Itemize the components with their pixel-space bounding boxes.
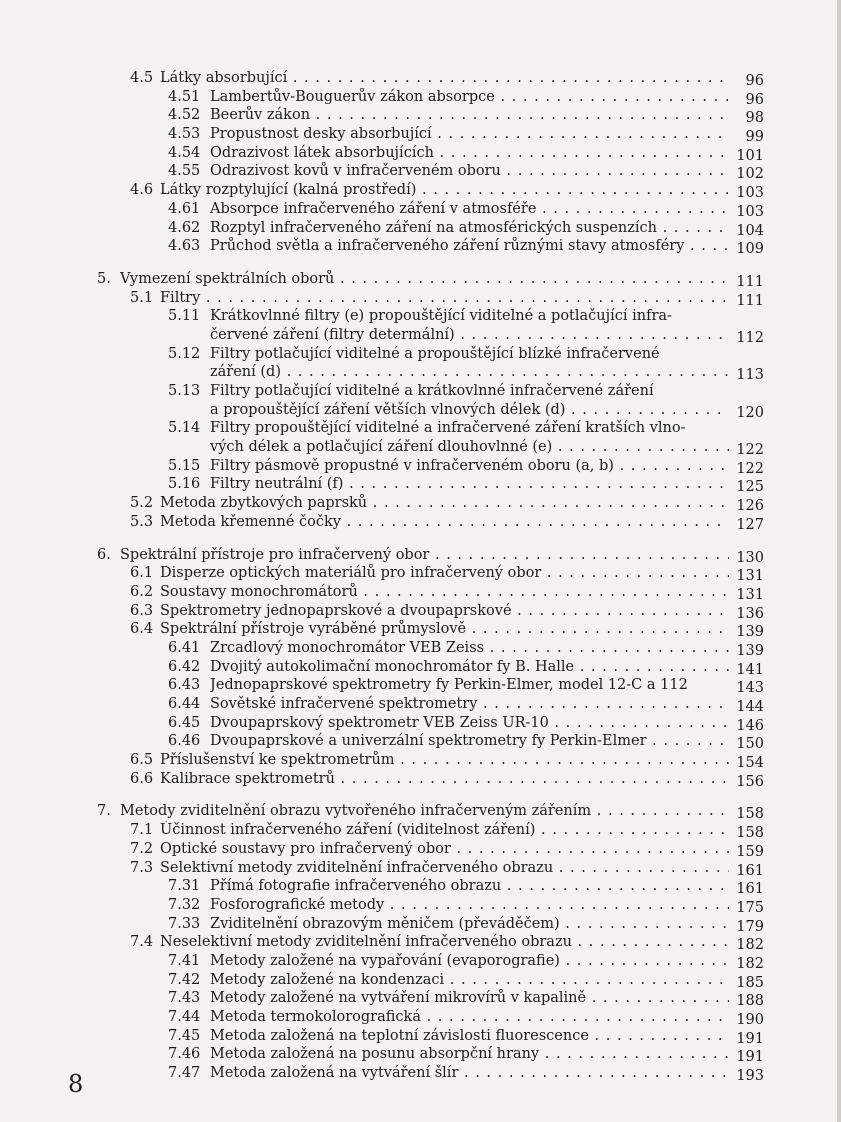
toc-entry-page: 175 — [736, 899, 764, 916]
toc-entry — [0, 840, 841, 859]
toc-entry-title: a propouštějící záření větších vlnových délek (d) . . . — [210, 401, 729, 420]
toc-entry-title: Metoda zbytkových paprsků . . . — [160, 494, 729, 513]
toc-entry-page: 182 — [736, 955, 764, 972]
toc-entry-number: 7.47 — [168, 1065, 201, 1082]
toc-entry-title: Selektivní metody zviditelnění infračerveného obrazu . . . — [160, 859, 729, 878]
toc-entry-number: 7.31 — [168, 878, 201, 895]
toc-entry-title: Průchod světla a infračerveného záření různými stavy atmosféry . . . — [210, 237, 729, 256]
toc-entry-page: 99 — [745, 129, 764, 146]
toc-entry-page: 188 — [736, 993, 764, 1010]
toc-entry-number: 4.6 — [130, 182, 154, 199]
toc-entry-number: 4.51 — [168, 88, 201, 105]
toc-entry-title: Dvoupaprskové a univerzální spektrometry fy Perkin-Elmer . . . — [210, 732, 729, 751]
toc-entry-title: červené záření (filtry determální) . . . — [210, 326, 729, 345]
toc-entry — [0, 933, 841, 952]
toc-entry — [0, 88, 841, 107]
toc-entry-page: 136 — [736, 605, 764, 622]
toc-entry-page: 158 — [736, 825, 764, 842]
page-number: 8 — [68, 1070, 84, 1098]
toc-entry-number: 4.62 — [168, 219, 201, 236]
toc-entry — [0, 1027, 841, 1046]
toc-entry-number: 5.2 — [130, 495, 154, 512]
toc-entry-number: 5.1 — [130, 289, 154, 306]
toc-entry-title: Filtry propouštějící viditelné a infračervené záření kratších vlno- — [210, 420, 686, 437]
toc-entry-title: Metoda založená na vytváření šlír . . . — [210, 1064, 729, 1083]
toc-entry-page: 191 — [736, 1049, 764, 1066]
toc-entry-title: záření (d) . . . — [210, 363, 729, 382]
toc-entry — [0, 821, 841, 840]
toc-entry — [0, 237, 841, 256]
page-edge-shadow — [837, 0, 841, 1122]
toc-entry-title: Zrcadlový monochromátor VEB Zeiss . . . — [210, 639, 729, 658]
toc-entry-page: 103 — [736, 203, 764, 220]
toc-entry-title: Sovětské infračervené spektrometry . . . — [210, 695, 729, 714]
toc-entry-number: 7. — [97, 803, 111, 820]
toc-entry-number: 6.46 — [168, 733, 201, 750]
toc-entry-page: 103 — [736, 185, 764, 202]
toc-entry — [0, 546, 841, 565]
toc-entry-page: 158 — [736, 806, 764, 823]
toc-entry-page: 150 — [736, 736, 764, 753]
toc-entry-number: 4.61 — [168, 200, 201, 217]
toc-entry-title: Filtry . . . — [160, 289, 729, 308]
toc-entry-number: 4.5 — [130, 70, 154, 86]
toc-entry-number: 6.2 — [130, 583, 154, 600]
toc-entry-page: 131 — [736, 568, 764, 585]
toc-entry-number: 7.32 — [168, 896, 201, 913]
toc-entry-page: 139 — [736, 624, 764, 641]
toc-entry-title: Metody založené na vytváření mikrovírů v kapalině . . . — [210, 989, 729, 1008]
toc-entry-page: 102 — [736, 166, 764, 183]
toc-entry-page: 130 — [736, 549, 764, 566]
toc-entry-title: Metoda křemenné čočky . . . — [160, 513, 729, 532]
toc-entry — [0, 289, 841, 308]
toc-entry-page: 109 — [736, 241, 764, 258]
toc-entry — [0, 714, 841, 733]
toc-entry-title: Filtry potlačující viditelné a propouštějící blízké infračervené — [210, 345, 660, 362]
toc-entry — [0, 181, 841, 200]
toc-entry — [0, 69, 841, 88]
toc-entry-number: 6.3 — [130, 602, 154, 619]
toc-entry-number: 5.3 — [130, 513, 154, 530]
toc-entry-page: 146 — [736, 717, 764, 734]
toc-entry — [0, 802, 841, 821]
toc-entry-number: 6.6 — [130, 770, 154, 787]
toc-entry — [0, 915, 841, 934]
toc-entry — [0, 1008, 841, 1027]
toc-entry — [0, 475, 841, 494]
toc-entry-number: 6.43 — [168, 677, 201, 694]
toc-entry-number: 5.16 — [168, 476, 201, 493]
toc-entry-title: Fosforografické metody . . . — [210, 896, 729, 915]
toc-entry — [0, 438, 841, 457]
toc-entry-title: Metoda založená na teplotní závislosti fluorescence . . . — [210, 1027, 729, 1046]
toc-entry-page: 161 — [736, 881, 764, 898]
toc-entry-title: Beerův zákon . . . — [210, 106, 729, 125]
toc-entry — [0, 307, 841, 326]
toc-entry — [0, 494, 841, 513]
toc-entry-title: Spektrální přístroje vyráběné průmyslově . . . — [160, 620, 729, 639]
toc-entry — [0, 770, 841, 789]
toc-entry-title: Krátkovlnné filtry (e) propouštějící viditelné a potlačující infra- — [210, 308, 672, 325]
toc-entry-number: 7.42 — [168, 971, 201, 988]
toc-entry-title: Látky absorbující . . . — [160, 69, 729, 88]
toc-entry-number: 5.11 — [168, 308, 201, 325]
toc-entry-title: Metody zviditelnění obrazu vytvořeného infračerveným zářením . . . — [120, 802, 729, 821]
toc-entry — [0, 1064, 841, 1083]
toc-entry-title: Spektrální přístroje pro infračervený obor . . . — [120, 546, 729, 565]
toc-entry-page: 191 — [736, 1030, 764, 1047]
toc-entry-title: Filtry potlačující viditelné a krátkovlnné infračervené záření — [210, 383, 654, 399]
toc-entry-number: 6.4 — [130, 621, 154, 638]
toc-entry — [0, 896, 841, 915]
toc-entry-number: 7.4 — [130, 934, 154, 951]
toc-entry-title: Vymezení spektrálních oborů . . . — [120, 270, 729, 289]
toc-entry — [0, 1045, 841, 1064]
toc-entry-title: Metody založené na vypařování (evaporografie) . . . — [210, 952, 729, 971]
toc-entry-title: Soustavy monochromátorů . . . — [160, 583, 729, 602]
toc-entry — [0, 106, 841, 125]
toc-entry-page: 141 — [736, 661, 764, 678]
toc-entry-title: Filtry pásmově propustné v infračerveném oboru (a, b) . . . — [210, 457, 729, 476]
toc-entry — [0, 200, 841, 219]
toc-entry-page: 154 — [736, 755, 764, 772]
toc-entry-page: 179 — [736, 918, 764, 935]
toc-entry-page: 127 — [736, 516, 764, 533]
toc-entry-title: Lambertův-Bouguerův zákon absorpce . . . — [210, 88, 729, 107]
toc-entry-number: 5.13 — [168, 383, 201, 399]
toc-entry-page: 111 — [736, 292, 764, 309]
toc-entry-title: Dvoupaprskový spektrometr VEB Zeiss UR-10 . . . — [210, 714, 729, 733]
toc-entry — [0, 382, 841, 401]
toc-entry-title: Zviditelnění obrazovým měničem (převáděčem) . . . — [210, 915, 729, 934]
toc-entry — [0, 419, 841, 438]
toc-entry-title: Propustnost desky absorbující . . . — [210, 125, 729, 144]
toc-entry — [0, 877, 841, 896]
toc-entry-title: Odrazivost látek absorbujících . . . — [210, 144, 729, 163]
toc-entry-page: 144 — [736, 699, 764, 715]
toc-entry — [0, 952, 841, 971]
toc-entry-page: 131 — [736, 586, 764, 603]
toc-entry — [0, 144, 841, 163]
toc-entry-number: 6. — [97, 546, 111, 563]
toc-entry-page: 96 — [745, 91, 764, 108]
toc-entry-page: 159 — [736, 843, 764, 860]
toc-entry-title: Rozptyl infračerveného záření na atmosférických suspenzích . . . — [210, 219, 729, 238]
toc-entry-number: 6.1 — [130, 565, 154, 582]
toc-entry-page: 98 — [745, 110, 764, 127]
toc-entry — [0, 751, 841, 770]
toc-entry — [0, 162, 841, 181]
toc-entry — [0, 639, 841, 658]
table-of-contents — [0, 69, 841, 1083]
toc-entry-number: 7.3 — [130, 859, 154, 876]
toc-entry-page: 156 — [736, 773, 764, 790]
toc-entry-title: Odrazivost kovů v infračerveném oboru . . . — [210, 162, 729, 181]
toc-entry-page: 96 — [745, 73, 764, 89]
toc-entry-number: 5. — [97, 270, 111, 287]
toc-entry — [0, 732, 841, 751]
toc-entry-number: 4.53 — [168, 126, 201, 143]
toc-entry-number: 7.43 — [168, 990, 201, 1007]
toc-entry — [0, 583, 841, 602]
toc-entry-title: Metoda založená na posunu absorpční hrany . . . — [210, 1045, 729, 1064]
toc-entry-page: 185 — [736, 974, 764, 991]
toc-entry-page: 122 — [736, 460, 764, 477]
toc-entry-number: 4.63 — [168, 238, 201, 255]
toc-entry-page: 143 — [736, 680, 764, 697]
toc-entry-page: 112 — [736, 329, 764, 346]
toc-entry — [0, 125, 841, 144]
toc-entry — [0, 695, 841, 714]
toc-entry-page: 113 — [736, 367, 764, 384]
toc-entry-number: 7.1 — [130, 822, 154, 839]
toc-entry — [0, 270, 841, 289]
toc-entry-title: vých délek a potlačující záření dlouhovlnné (e) . . . — [210, 438, 729, 457]
toc-entry — [0, 620, 841, 639]
toc-entry-title: Disperze optických materiálů pro infračervený obor . . . — [160, 564, 729, 583]
toc-entry — [0, 457, 841, 476]
toc-entry-number: 4.54 — [168, 144, 201, 161]
toc-entry-number: 7.44 — [168, 1009, 201, 1025]
toc-entry-number: 7.41 — [168, 952, 201, 969]
toc-entry-page: 126 — [736, 498, 764, 515]
toc-entry-title: Spektrometry jednopaprskové a dvoupaprskové . . . — [160, 602, 729, 621]
toc-entry-number: 7.46 — [168, 1046, 201, 1063]
toc-entry-number: 6.41 — [168, 639, 201, 656]
toc-entry — [0, 602, 841, 621]
toc-entry-page: 190 — [736, 1012, 764, 1028]
toc-entry-page: 182 — [736, 937, 764, 954]
toc-entry-title: Neselektivní metody zviditelnění infračerveného obrazu . . . — [160, 933, 729, 952]
toc-entry — [0, 326, 841, 345]
toc-entry — [0, 658, 841, 677]
toc-entry-title: Metoda termokolorografická . . . — [210, 1008, 729, 1027]
toc-entry-number: 6.44 — [168, 696, 201, 712]
toc-entry-number: 7.45 — [168, 1027, 201, 1044]
toc-entry-page: 161 — [736, 862, 764, 879]
toc-entry-title: Optické soustavy pro infračervený obor . . . — [160, 840, 729, 859]
toc-entry — [0, 676, 841, 695]
toc-entry-title: Účinnost infračerveného záření (viditelnost záření) . . . — [160, 821, 729, 840]
toc-entry-number: 6.42 — [168, 658, 201, 675]
toc-entry-number: 4.55 — [168, 163, 201, 180]
toc-entry-title: Příslušenství ke spektrometrům . . . — [160, 751, 729, 770]
toc-entry — [0, 363, 841, 382]
toc-entry-number: 7.33 — [168, 915, 201, 932]
toc-entry-number: 6.45 — [168, 714, 201, 731]
toc-entry — [0, 513, 841, 532]
toc-entry-title: Jednopaprskové spektrometry fy Perkin-Elmer, model 12-C a 112 — [210, 677, 688, 694]
toc-entry-title: Látky rozptylující (kalná prostředí) . . . — [160, 181, 729, 200]
toc-entry-number: 7.2 — [130, 840, 154, 857]
toc-entry-title: Metody založené na kondenzaci . . . — [210, 971, 729, 990]
toc-entry-number: 5.12 — [168, 345, 201, 362]
toc-entry — [0, 564, 841, 583]
toc-entry-page: 111 — [736, 273, 764, 290]
toc-entry-number: 5.15 — [168, 457, 201, 474]
toc-entry-page: 104 — [736, 222, 764, 239]
toc-entry — [0, 219, 841, 238]
toc-entry-title: Přímá fotografie infračerveného obrazu . . . — [210, 877, 729, 896]
toc-entry-title: Kalibrace spektrometrů . . . — [160, 770, 729, 789]
toc-entry-title: Dvojitý autokolimační monochromátor fy B. Halle . . . — [210, 658, 729, 677]
toc-entry-page: 122 — [736, 442, 764, 459]
toc-entry-page: 120 — [736, 404, 764, 421]
toc-entry — [0, 971, 841, 990]
toc-entry-title: Absorpce infračerveného záření v atmosféře . . . — [210, 200, 729, 219]
toc-entry-page: 193 — [736, 1068, 764, 1085]
toc-entry-title: Filtry neutrální (f) . . . — [210, 475, 729, 494]
toc-entry-page: 125 — [736, 479, 764, 496]
toc-entry — [0, 401, 841, 420]
toc-entry — [0, 989, 841, 1008]
toc-entry — [0, 859, 841, 878]
toc-entry-number: 6.5 — [130, 752, 154, 769]
toc-entry-number: 5.14 — [168, 420, 201, 437]
toc-entry — [0, 345, 841, 364]
toc-entry-number: 4.52 — [168, 107, 201, 124]
toc-entry-page: 101 — [736, 147, 764, 164]
toc-entry-page: 139 — [736, 642, 764, 659]
